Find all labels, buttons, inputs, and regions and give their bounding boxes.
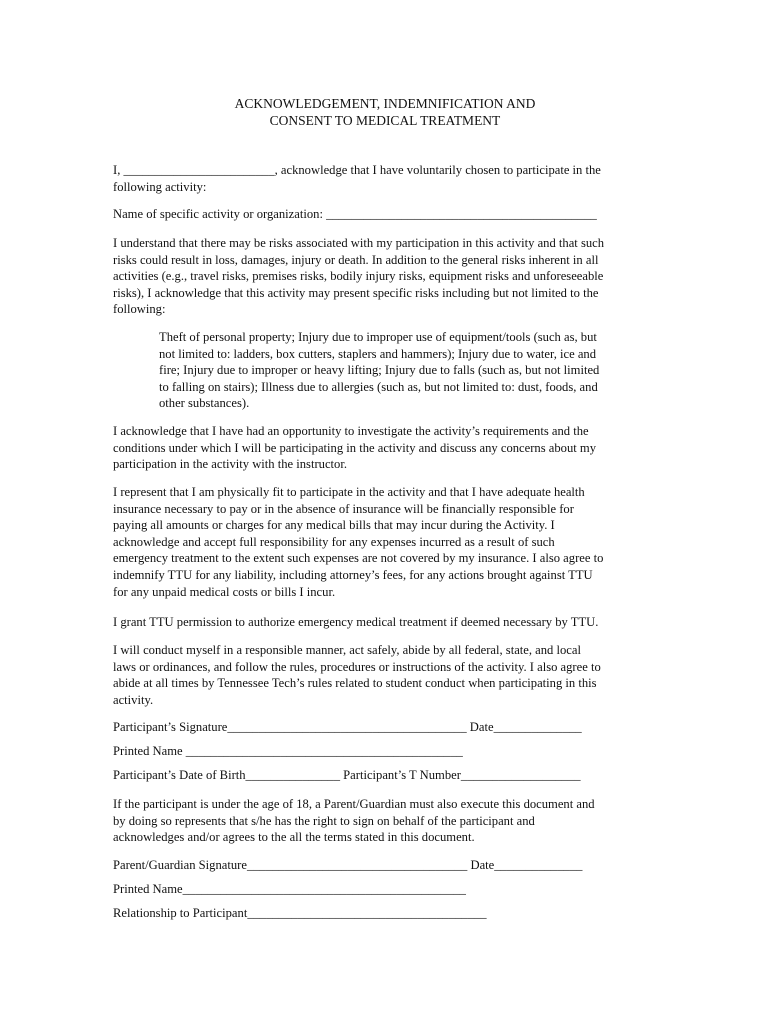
- participant-signature-field: [113, 719, 661, 736]
- minor-notice-paragraph: [113, 796, 661, 846]
- acknowledge-paragraph: [113, 423, 661, 473]
- risks-paragraph: [113, 235, 661, 318]
- grant-paragraph: [113, 614, 661, 631]
- text-line: activities (e.g., travel risks, premises risks, bodily injury risks, equipment risks and unforeseeable: [113, 269, 604, 284]
- text-line: Parent/Guardian Signature___________________________________ Date______________: [113, 858, 583, 872]
- text-line: Theft of personal property; Injury due to improper use of equipment/tools (such as, but: [159, 330, 597, 344]
- text-line: Printed Name ____________________________________________: [113, 744, 463, 758]
- text-line: by doing so represents that s/he has the right to sign on behalf of the participant and: [113, 813, 535, 828]
- text-line: Name of specific activity or organization: ___________________________________________: [113, 207, 597, 221]
- text-line: I acknowledge that I have had an opportunity to investigate the activity’s requirements and the: [113, 424, 589, 438]
- text-line: fire; Injury due to improper or heavy lifting; Injury due to falls (such as, but not limited: [159, 363, 600, 378]
- text-line: activity.: [113, 692, 154, 707]
- text-line: Relationship to Participant______________________________________: [113, 906, 487, 920]
- activity-name-field: [113, 206, 661, 223]
- text-line: Printed Name_____________________________________________: [113, 882, 466, 896]
- text-line: conditions under which I will be participating in the activity and discuss any concerns about my: [113, 440, 596, 455]
- text-line: following:: [113, 302, 166, 317]
- text-line: I understand that there may be risks associated with my participation in this activity and that such: [113, 236, 605, 250]
- text-line: abide at all times by Tennessee Tech’s rules related to student conduct when participating in this: [113, 676, 597, 691]
- specific-risks-paragraph: [159, 329, 649, 412]
- text-line: acknowledges and/or agrees to the all the terms stated in this document.: [113, 830, 475, 845]
- text-line: to falling on stairs); Illness due to allergies (such as, but not limited to: dust, foods, and: [159, 379, 598, 394]
- guardian-signature-field: [113, 857, 661, 874]
- text-line: following activity:: [113, 179, 207, 194]
- text-line: If the participant is under the age of 18, a Parent/Guardian must also execute this document and: [113, 797, 595, 811]
- text-line: emergency treatment to the extent such expenses are not covered by my insurance. I also agree to: [113, 551, 604, 566]
- text-line: participation in the activity with the instructor.: [113, 457, 347, 472]
- intro-paragraph: [113, 162, 661, 195]
- text-line: I grant TTU permission to authorize emergency medical treatment if deemed necessary by TTU.: [113, 615, 599, 629]
- document-title: [0, 95, 770, 129]
- text-line: paying all amounts or charges for any medical bills that may incur during the Activity. I: [113, 518, 555, 533]
- printed-name-field: [113, 743, 661, 760]
- text-line: risks could result in loss, damages, injury or death. In addition to the general risks inherent in all: [113, 252, 599, 267]
- text-line: I, ________________________, acknowledge that I have voluntarily chosen to participate in the: [113, 163, 601, 177]
- conduct-paragraph: [113, 642, 661, 708]
- participant-dob-field: [113, 767, 661, 784]
- relationship-field: [113, 905, 661, 922]
- title-line-2: CONSENT TO MEDICAL TREATMENT: [269, 113, 501, 128]
- text-line: Participant’s Date of Birth_______________ Participant’s T Number___________________: [113, 768, 581, 782]
- guardian-printed-name-field: [113, 881, 661, 898]
- text-line: I represent that I am physically fit to participate in the activity and that I have adequate health: [113, 485, 585, 499]
- represent-paragraph: [113, 484, 661, 600]
- text-line: acknowledge and accept full responsibility for any expenses incurred as a result of such: [113, 534, 555, 549]
- text-line: indemnify TTU for any liability, including attorney’s fees, for any actions brought against TTU: [113, 567, 593, 582]
- title-line-1: ACKNOWLEDGEMENT, INDEMNIFICATION AND: [234, 96, 536, 111]
- text-line: other substances).: [159, 396, 250, 411]
- text-line: insurance necessary to pay or in the absence of insurance will be financially responsible for: [113, 501, 574, 516]
- text-line: not limited to: ladders, box cutters, staplers and hammers); Injury due to water, ice and: [159, 346, 597, 361]
- text-line: I will conduct myself in a responsible manner, act safely, abide by all federal, state, and local: [113, 643, 581, 657]
- text-line: risks), I acknowledge that this activity may present specific risks including but not limited to the: [113, 285, 599, 300]
- text-line: Participant’s Signature______________________________________ Date______________: [113, 720, 582, 734]
- text-line: for any unpaid medical costs or bills I incur.: [113, 584, 336, 599]
- text-line: laws or ordinances, and follow the rules, procedures or instructions of the activity. I also agree to: [113, 659, 601, 674]
